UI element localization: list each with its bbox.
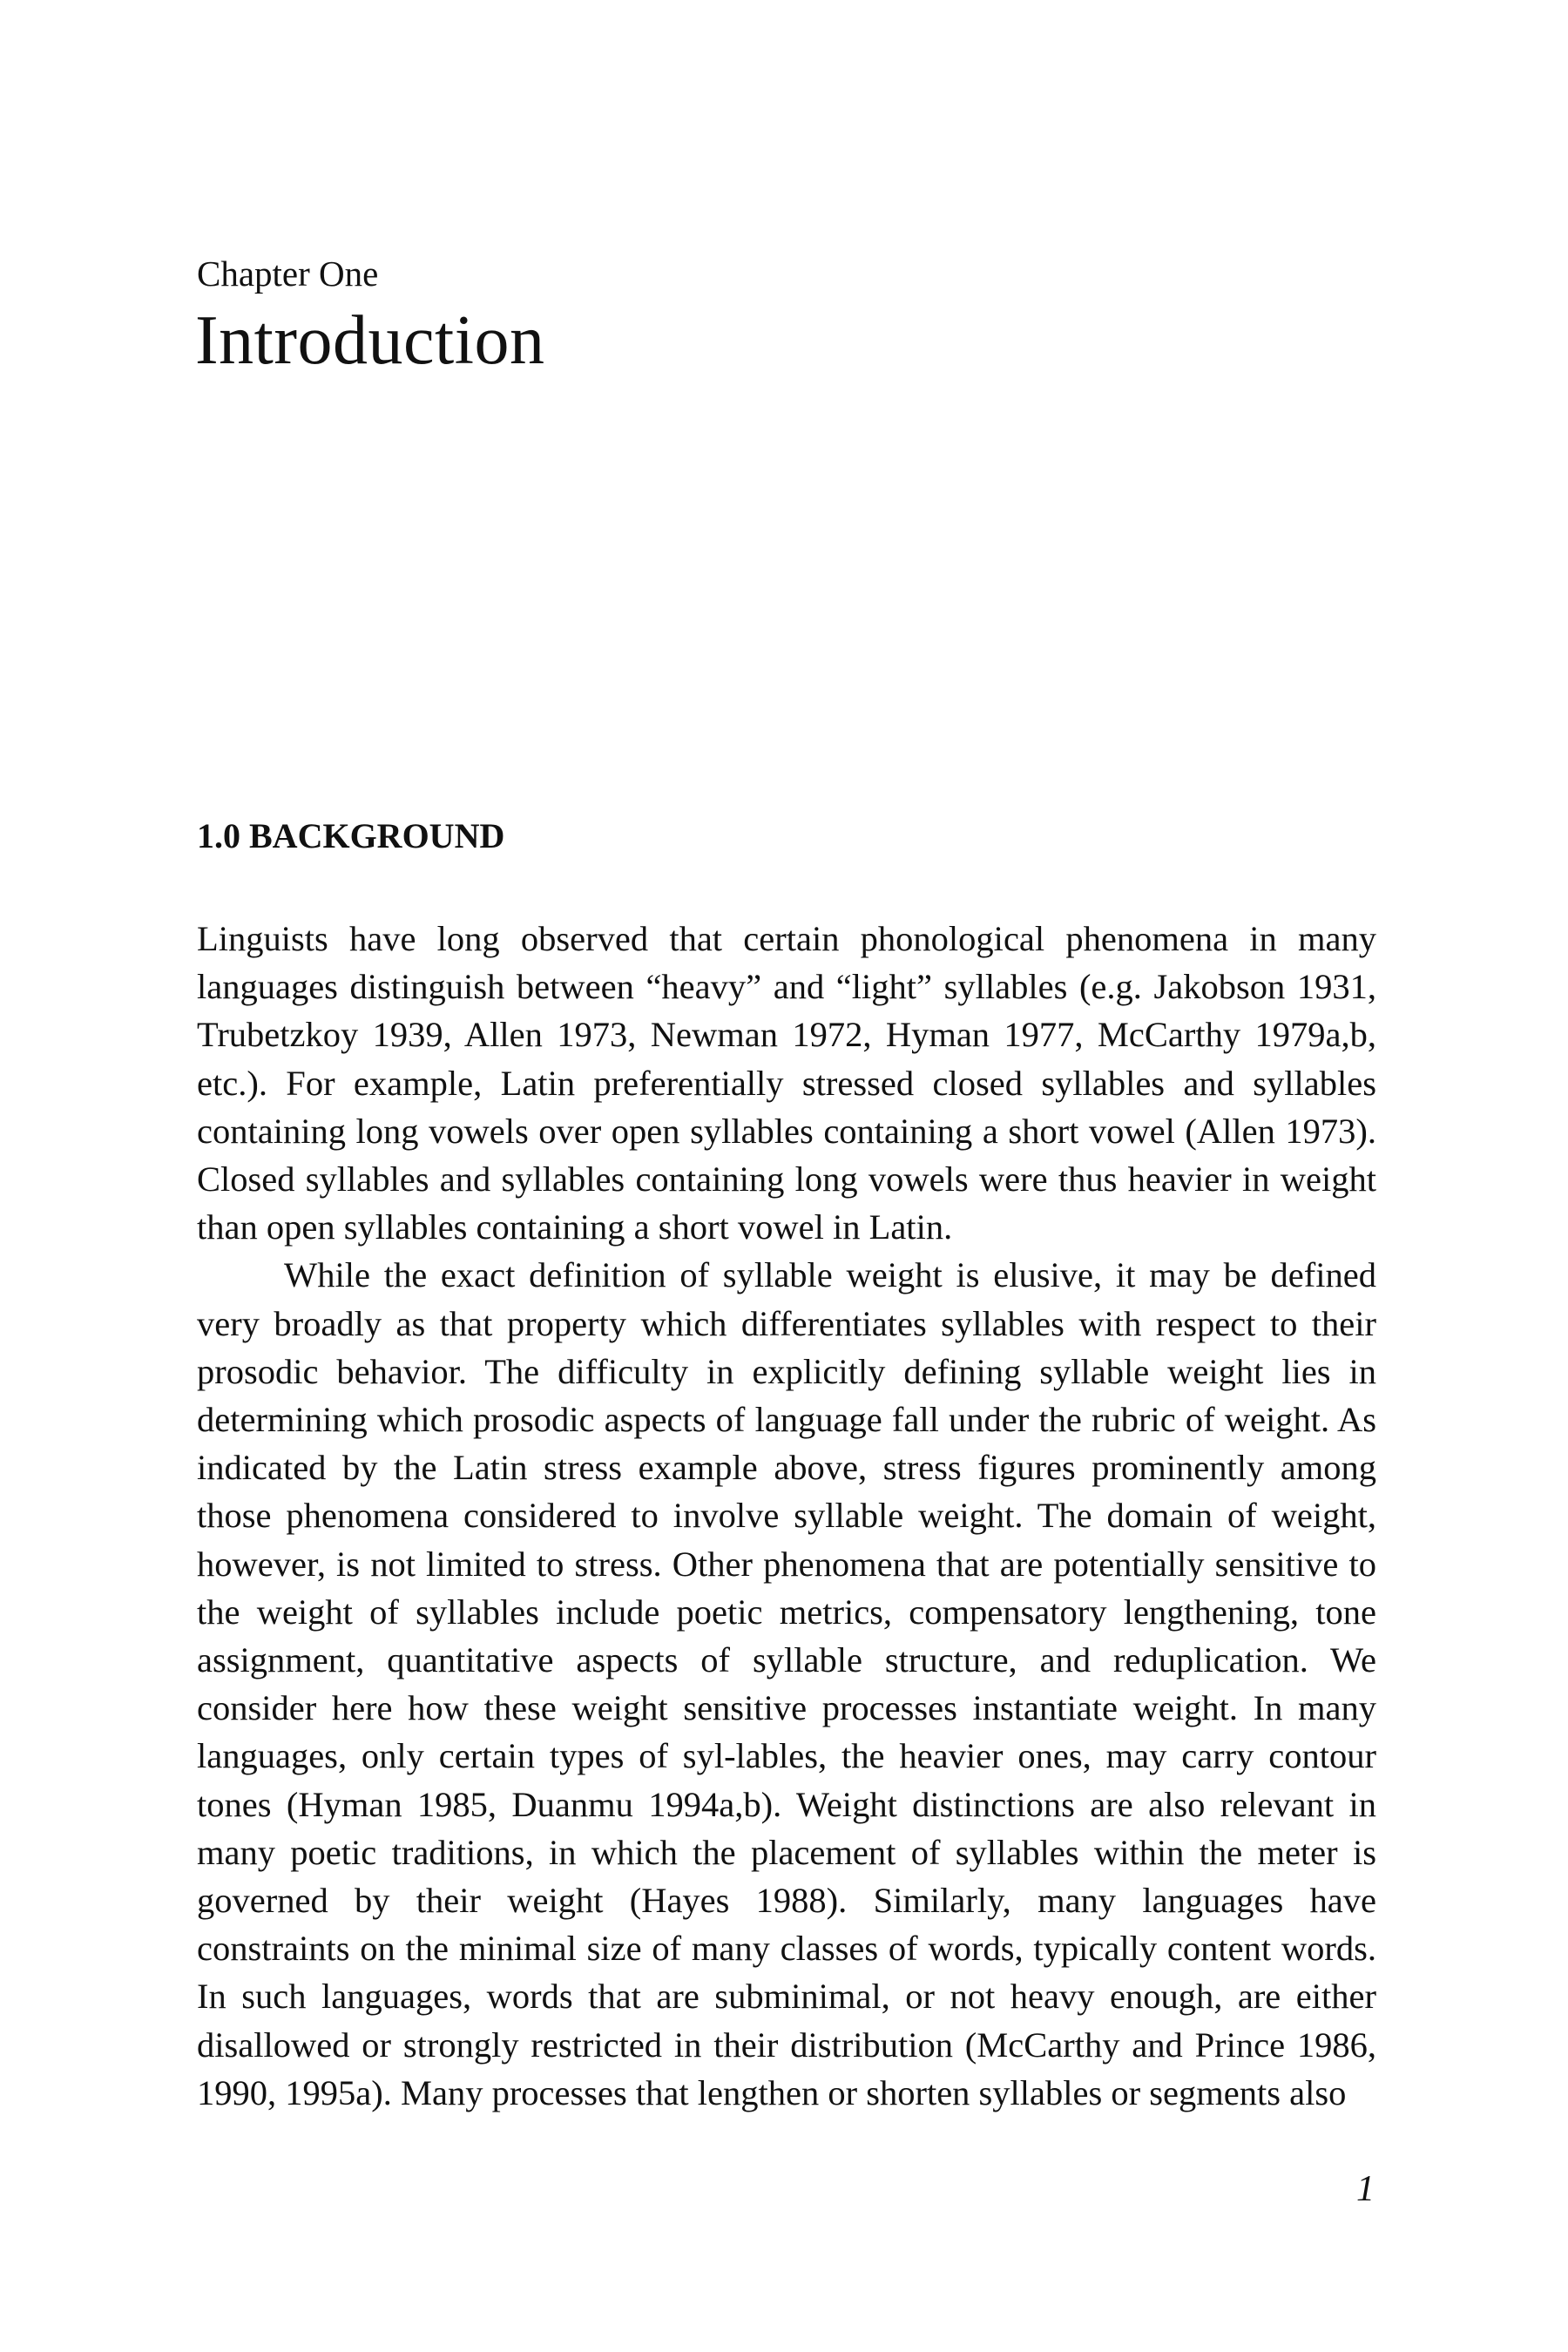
- page-number: 1: [1356, 2169, 1375, 2209]
- chapter-label: Chapter One: [197, 253, 379, 294]
- body-text: [197, 915, 1376, 2117]
- paragraph-2: While the exact definition of syllable weight is elusive, it may be defined very broadly as that property which differentiates syllables with respect to their prosodic behavior. The difficulty in explicitly defining syllable weight lies in determining which prosodic aspects of language fall under the rubric of weight. As indicated by the Latin stress example above, stress figures prominently among those phenomena considered to involve syllable weight. The domain of weight, however, is not limited to stress. Other phenomena that are potentially sensitive to the weight of syllables include poetic metrics, compensatory lengthening, tone assignment, quantitative aspects of syllable structure, and reduplication. We consider here how these weight sensitive processes instantiate weight. In many languages, only certain types of syl-lables, the heavier ones, may carry contour tones (Hyman 1985, Duanmu 1994a,b). Weight distinctions are also relevant in many poetic traditions, in which the placement of syllables within the meter is governed by their weight (Hayes 1988). Similarly, many languages have constraints on the minimal size of many classes of words, typically content words. In such languages, words that are subminimal, or not heavy enough, are either disallowed or strongly restricted in their distribution (McCarthy and Prince 1986, 1990, 1995a). Many processes that lengthen or shorten syllables or segments also: [197, 1255, 1376, 2112]
- section-heading: 1.0 BACKGROUND: [197, 816, 505, 855]
- chapter-title: Introduction: [195, 302, 545, 379]
- paragraph-1: Linguists have long observed that certain phonological phenomena in many languages distinguish between “heavy” and “light” syllables (e.g. Jakobson 1931, Trubetzkoy 1939, Allen 1973, Newman 1972, Hyman 1977, McCarthy 1979a,b, etc.). For example, Latin preferentially stressed closed syllables and syllables containing long vowels over open syllables containing a short vowel (Allen 1973). Closed syllables and syllables containing long vowels were thus heavier in weight than open syllables containing a short vowel in Latin.: [197, 919, 1376, 1247]
